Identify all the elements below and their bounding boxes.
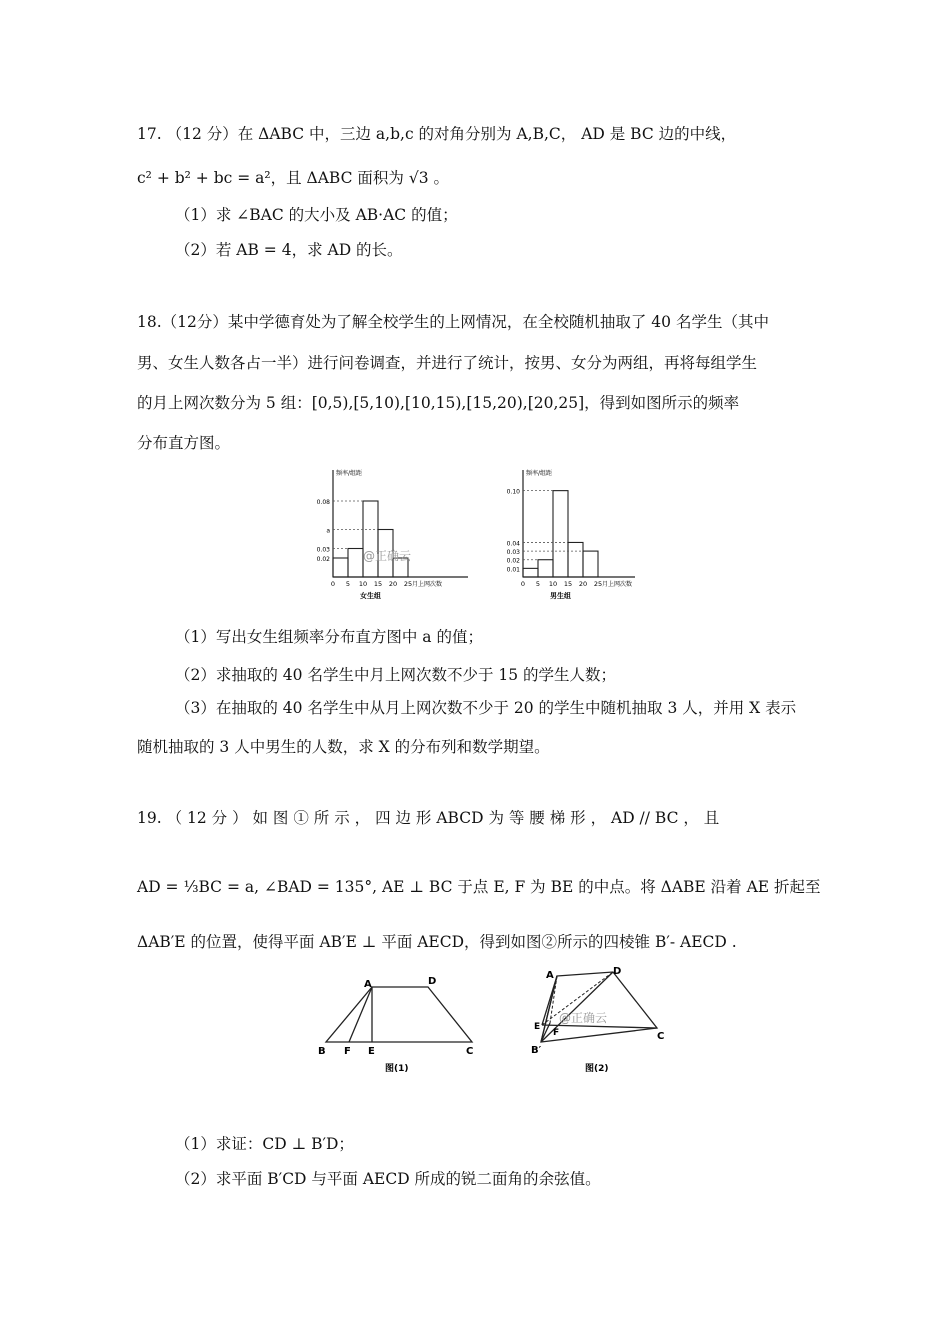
y-axis-label: 频率/组距 — [336, 470, 363, 477]
y-tick-label-2: 0.03 — [316, 546, 330, 554]
y-tick-label-0: 0.08 — [316, 499, 330, 506]
fig1-label-c: C — [466, 1046, 474, 1057]
q18-line4: 分布直方图。 — [137, 434, 231, 452]
q18-part3b: 随机抽取的 3 人中男生的人数，求 X 的分布列和数学期望。 — [137, 738, 550, 756]
bar-4 — [583, 551, 598, 577]
q19-line3: ΔAB′E 的位置，使得平面 AB′E ⊥ 平面 AECD，得到如图②所示的四棱锥 B′- AECD . — [137, 933, 737, 951]
x-tick-label-3: 15 — [373, 580, 383, 588]
q19-line2: AD = ⅓BC = a, ∠BAD = 135°, AE ⊥ BC 于点 E, F 为 BE 的中点。将 ΔABE 沿着 AE 折起至 — [137, 878, 821, 896]
male-histogram — [507, 469, 635, 600]
histograms-figure — [305, 465, 635, 600]
y-tick-label-1: a — [326, 527, 330, 535]
bar-0 — [523, 568, 538, 577]
y-tick-label-3: 0.02 — [506, 557, 520, 565]
q18-part2: （2）求抽取的 40 名学生中月上网次数不少于 15 的学生人数； — [175, 666, 617, 684]
bar-1 — [538, 560, 553, 577]
x-tick-label-5: 25 — [403, 580, 413, 588]
histogram-caption: 男生组 — [550, 592, 571, 600]
fig2-label-d: D — [613, 966, 622, 977]
histogram-caption: 女生组 — [360, 592, 381, 600]
q18-part3a: （3）在抽取的 40 名学生中从月上网次数不少于 20 的学生中随机抽取 3 人，并用 X 表示 — [175, 699, 797, 717]
fig2-caption: 图(2) — [585, 1064, 609, 1074]
segment-bd — [541, 972, 613, 1042]
x-tick-label-1: 5 — [535, 580, 541, 588]
x-tick-label-5: 25 — [593, 580, 603, 588]
y-tick-label-3: 0.02 — [316, 556, 330, 563]
fig2-label-c: C — [657, 1031, 665, 1042]
bar-0 — [333, 558, 348, 577]
fig2-watermark: @正确云 — [559, 1011, 608, 1025]
fig1-label-f: F — [344, 1046, 351, 1057]
x-tick-label-0: 0 — [520, 580, 526, 588]
figure-1-trapezoid — [326, 987, 472, 1042]
x-tick-label-2: 10 — [548, 580, 558, 588]
bar-2 — [553, 491, 568, 577]
segment-ae2 — [542, 976, 557, 1025]
q19-line1: 19. （ 12 分 ） 如 图 ① 所 示 ， 四 边 形 ABCD 为 等 腰 梯 形 ， AD // BC ， 且 — [137, 809, 720, 827]
q19-part1: （1）求证：CD ⊥ B′D； — [175, 1135, 354, 1153]
segment-af — [349, 987, 372, 1042]
q17-line1: 17. （12 分）在 ΔABC 中，三边 a,b,c 的对角分别为 A,B,C， AD 是 BC 边的中线， — [137, 125, 737, 143]
y-tick-label-4: 0.01 — [506, 566, 520, 574]
bar-2 — [363, 501, 378, 577]
fig2-label-a: A — [546, 970, 554, 981]
segment-ec — [542, 1025, 657, 1028]
y-tick-label-0: 0.10 — [506, 488, 520, 496]
trapezoid-abcd — [326, 987, 472, 1042]
fig1-label-e: E — [368, 1046, 375, 1057]
q18-line1: 18.（12分）某中学德育处为了解全校学生的上网情况，在全校随机抽取了 40 名学生（其中 — [137, 313, 769, 331]
fig1-caption: 图(1) — [385, 1064, 409, 1074]
fig2-label-b: B′ — [531, 1045, 542, 1056]
x-tick-label-4: 20 — [388, 580, 398, 588]
fig2-label-e: E — [534, 1022, 541, 1032]
x-axis-label: 月上网次数 — [412, 581, 443, 588]
x-tick-label-3: 15 — [563, 580, 573, 588]
q17-part2: （2）若 AB = 4，求 AD 的长。 — [175, 241, 403, 259]
y-tick-label-2: 0.03 — [506, 549, 520, 557]
female-histogram — [317, 469, 468, 600]
x-tick-label-0: 0 — [330, 580, 336, 588]
q17-line2: c² + b² + bc = a²，且 ΔABC 面积为 √3 。 — [137, 169, 449, 187]
fig2-label-f: F — [553, 1028, 560, 1038]
x-tick-label-4: 20 — [578, 580, 588, 588]
fig1-label-d: D — [428, 976, 437, 987]
q19-part2: （2）求平面 B′CD 与平面 AECD 所成的锐二面角的余弦值。 — [175, 1170, 601, 1188]
x-axis-label: 月上网次数 — [602, 581, 633, 588]
y-tick-label-1: 0.04 — [506, 540, 520, 548]
q18-line3: 的月上网次数分为 5 组：[0,5),[5,10),[10,15),[15,20),[20,25]，得到如图所示的频率 — [137, 394, 740, 412]
fig1-label-a: A — [364, 979, 372, 990]
histogram-watermark: @正确云 — [363, 549, 412, 563]
x-tick-label-1: 5 — [345, 580, 351, 588]
q17-part1: （1）求 ∠BAC 的大小及 AB·AC 的值； — [175, 206, 458, 224]
q18-line2: 男、女生人数各占一半）进行问卷调查，并进行了统计，按男、女分为两组，再将每组学生 — [137, 354, 758, 372]
q18-part1: （1）写出女生组频率分布直方图中 a 的值； — [175, 628, 483, 646]
bar-1 — [348, 549, 363, 578]
x-tick-label-2: 10 — [358, 580, 368, 588]
y-axis-label: 频率/组距 — [526, 470, 553, 477]
geometry-figures — [310, 965, 680, 1080]
bar-3 — [568, 542, 583, 577]
fig1-label-b: B — [318, 1046, 326, 1057]
